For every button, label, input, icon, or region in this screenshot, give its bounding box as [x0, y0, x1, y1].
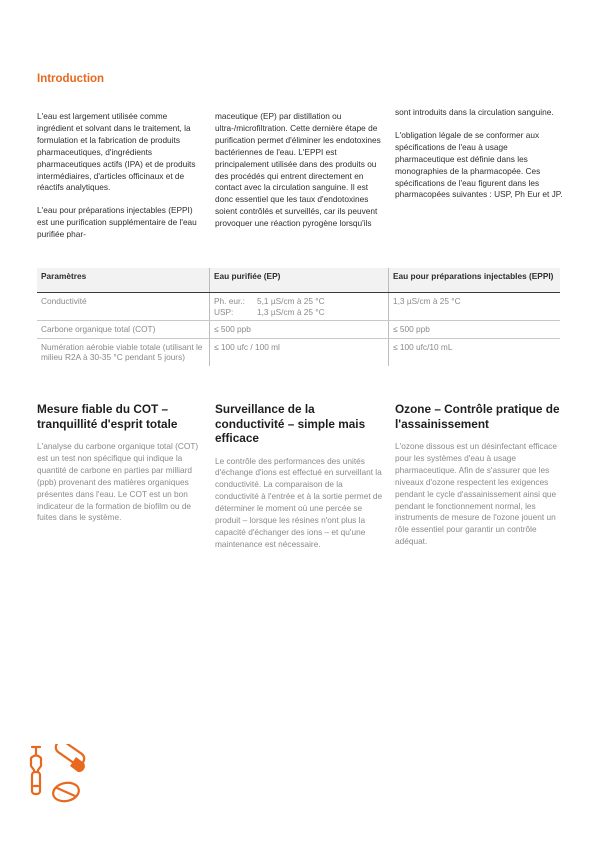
pharmacopeia-label: USP:: [214, 306, 234, 317]
section-title: Introduction: [37, 73, 105, 85]
cell-ep: [210, 293, 389, 321]
feature-body: L'analyse du carbone organique total (COT) est un test non spécifique qui indique la quantité de carbone en parties par milliard (ppb) provenant des matières organiques présentes dans l'eau. Le COT est un bon indicateur de la formation de biofilm ou de fuites dans le système.: [37, 441, 199, 523]
feature-body: L'ozone dissous est un désinfectant efficace pour les systèmes d'eau à usage pharmaceutique. Afin de s'assurer que les niveaux d'ozone respectent les exigences pendant le cycle d'assainissement ainsi que pendant le fonctionnement normal, les instruments de mesure de l'ozone jouent un rôle essentiel pour garantir un contrôle adéquat.: [395, 441, 557, 547]
intro-column-2: [215, 111, 385, 241]
pills-ampoule-icon: [26, 744, 90, 810]
cell-parameter: Numération aérobie viable totale (utilisant le milieu R2A à 30-35 °C pendant 5 jours): [41, 341, 203, 362]
table-header-row: [37, 268, 560, 293]
cell-ep: ≤ 500 ppb: [210, 321, 389, 339]
intro-paragraph: L'obligation légale de se conformer aux spécifications de l'eau à usage pharmaceutique est définie dans les monographies de la pharmacopée. Ces spécifications de l'eau figurent dans les pharmacopées suivantes : USP, Ph Eur et JP.: [395, 129, 563, 200]
feature-conductivity: [215, 402, 385, 551]
intro-paragraph: sont introduits dans la circulation sanguine.: [395, 107, 554, 117]
feature-title: Mesure fiable du COT – tranquillité d'esprit totale: [37, 402, 178, 431]
intro-paragraph: maceutique (EP) par distillation ou ultra-/microfiltration. Cette dernière étape de purification permet d'éliminer les endotoxines bactériennes de l'eau. L'EPPI est principalement utilisée dans des produits ou des procédés qui entrent directement en contact avec la circulation sanguine. Il est donc essentiel que les taux d'endotoxines soient contrôlés et surveillés, car ils peuvent provoquer une réaction pyrogène lorsqu'ils: [215, 111, 381, 229]
cell-eppi: ≤ 100 ufc/10 mL: [389, 338, 561, 366]
spec-value: 1,3 µS/cm à 25 °C: [257, 306, 325, 317]
feature-title: Ozone – Contrôle pratique de l'assainissement: [395, 402, 560, 431]
header-purified-water: Eau purifiée (EP): [210, 268, 389, 293]
header-parameters: Paramètres: [37, 268, 210, 293]
cell-parameter: Conductivité: [37, 293, 210, 321]
pharmacopeia-label: Ph. eur.:: [214, 296, 245, 306]
feature-ozone: [395, 402, 565, 548]
cell-eppi: ≤ 500 ppb: [389, 321, 561, 339]
spec-value: 5,1 µS/cm à 25 °C: [257, 296, 325, 306]
feature-body: Le contrôle des performances des unités d'échange d'ions est effectué en surveillant la conductivité. La comparaison de la conductivité à l'entrée et à la sortie permet de déterminer le moment où une percée se produit – lorsque les résines n'ont plus la capacité d'échanger des ions – et qu'une maintenance est nécessaire.: [215, 455, 383, 549]
header-injection-water: Eau pour préparations injectables (EPPI): [389, 268, 561, 293]
feature-title: Surveillance de la conductivité – simple mais efficace: [215, 402, 366, 445]
intro-column-3: [395, 107, 565, 212]
intro-paragraph: L'eau est largement utilisée comme ingrédient et solvant dans le traitement, la formulation et la fabrication de produits pharmaceutiques, d'ingrédients pharmaceutiques actifs (IPA) et de produits intermédiaires, d'articles officinaux et de réactifs analytiques.: [37, 111, 196, 193]
cell-eppi: 1,3 µS/cm à 25 °C: [389, 293, 561, 321]
table-row: [37, 338, 560, 366]
table-row: [37, 321, 560, 339]
feature-cot: [37, 402, 202, 524]
intro-column-1: [37, 111, 202, 252]
intro-paragraph: L'eau pour préparations injectables (EPPI) est une purification supplémentaire de l'eau purifiée phar-: [37, 205, 197, 240]
cell-parameter: Carbone organique total (COT): [37, 321, 210, 339]
cell-ep: ≤ 100 ufc / 100 ml: [210, 338, 389, 366]
specifications-table: [37, 268, 560, 366]
table-row: [37, 293, 560, 321]
